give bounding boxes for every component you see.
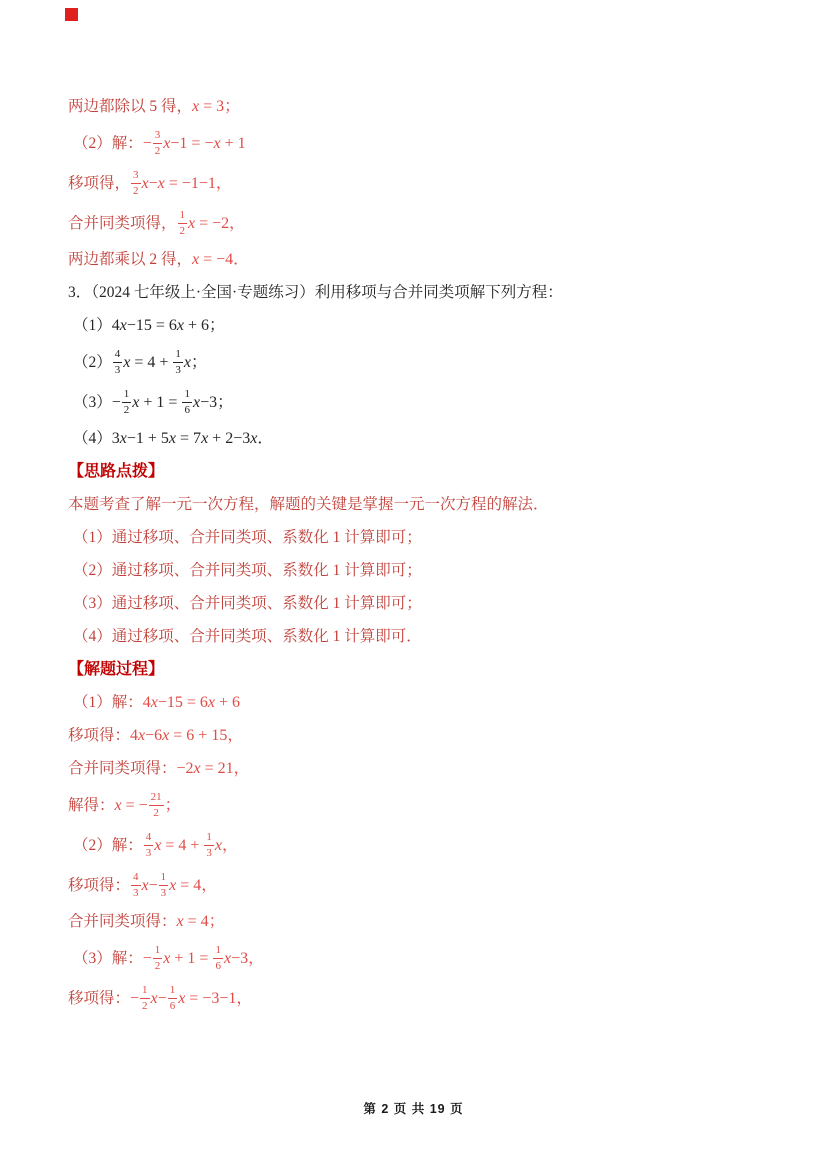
fraction: $\frac{4}{3}$: [114, 348, 121, 376]
fraction: $\frac{1}{3}$: [175, 348, 181, 376]
text-line: [68, 791, 768, 820]
text-line: [68, 593, 768, 615]
fraction: $\frac{1}{2}$: [123, 388, 130, 416]
text-line: [68, 871, 768, 900]
math-text: ；: [164, 796, 181, 814]
fraction: $\frac{1}{6}$: [184, 388, 190, 416]
text-line: [68, 692, 768, 714]
chinese-text: （1）解：: [73, 694, 143, 711]
math-text: x = −2，: [188, 214, 246, 232]
chinese-text: （1）通过移项、合并同类项、系数化 1 计算即可；: [73, 529, 422, 546]
chinese-text: 两边都除以 5 得，: [68, 98, 193, 115]
text-line: [68, 96, 768, 118]
text-line: [68, 129, 768, 158]
math-text: 3x−1 + 5x = 7x + 2−3x．: [111, 430, 274, 447]
fraction: $\frac{3}{2}$: [133, 169, 139, 197]
chinese-text: 移项得：: [68, 727, 131, 744]
text-line: [68, 944, 768, 973]
chinese-text: 合并同类项得，: [68, 214, 177, 232]
math-text: x−1 = −x + 1: [163, 134, 246, 152]
math-text: x−3；: [192, 393, 234, 411]
chinese-text: 两边都乘以 2 得，: [68, 251, 193, 268]
fraction: $\frac{1}{6}$: [215, 944, 221, 972]
fraction: $\frac{1}{3}$: [160, 871, 167, 899]
chinese-text: （2）通过移项、合并同类项、系数化 1 计算即可；: [73, 562, 422, 579]
math-text: x−x = −1−1，: [141, 174, 232, 192]
math-text: x−: [141, 876, 158, 894]
chinese-text: 合并同类项得：: [68, 913, 177, 930]
math-text: x + 1 =: [163, 949, 213, 967]
text-line: [68, 527, 768, 549]
chinese-text: （1）: [73, 317, 112, 334]
math-text: 4x−15 = 6x + 6: [142, 694, 241, 711]
math-text: x = 4，: [169, 876, 218, 894]
chinese-text: （2）解：: [73, 836, 143, 854]
page-footer: 第 2 页 共 19 页: [363, 1102, 464, 1116]
math-text: x = −: [114, 796, 148, 814]
chinese-text: 移项得，: [68, 174, 131, 192]
fraction: $\frac{1}{2}$: [142, 984, 148, 1012]
fraction: $\frac{4}{3}$: [145, 831, 152, 859]
text-line: [68, 725, 768, 747]
fraction: $\frac{1}{2}$: [154, 944, 161, 972]
fraction: $\frac{1}{6}$: [169, 984, 176, 1012]
math-text: x；: [183, 353, 208, 371]
text-line: [68, 984, 768, 1013]
text-line: [68, 560, 768, 582]
text-line: [68, 315, 768, 337]
chinese-text: 移项得：: [68, 989, 131, 1007]
text-line: [68, 209, 768, 238]
math-text: x = −4．: [192, 251, 250, 268]
chinese-text: 本题考查了解一元一次方程，解题的关键是掌握一元一次方程的解法．: [68, 496, 549, 513]
math-text: x−3，: [223, 949, 265, 967]
math-text: x = 4 +: [123, 353, 173, 371]
chinese-text: 移项得：: [68, 876, 131, 894]
math-text: x = 3；: [192, 98, 241, 115]
text-line: [68, 348, 768, 377]
math-text: −: [130, 989, 140, 1007]
text-line: [68, 626, 768, 648]
chinese-text: 解得：: [68, 796, 115, 814]
chinese-text: （3）解：: [73, 949, 143, 967]
math-text: −: [111, 393, 121, 411]
fraction: $\frac{21}{2}$: [150, 791, 162, 819]
math-text: x + 1 =: [132, 393, 182, 411]
chinese-text: （4）: [73, 430, 112, 447]
text-line: [68, 388, 768, 417]
chinese-text: （3）通过移项、合并同类项、系数化 1 计算即可；: [73, 595, 422, 612]
text-line: [68, 169, 768, 198]
fraction: $\frac{1}{2}$: [179, 209, 186, 237]
text-line: [68, 758, 768, 780]
math-text: 4x−15 = 6x + 6；: [111, 317, 226, 334]
text-line: [68, 831, 768, 860]
red-square-marker: [65, 8, 78, 21]
text-line: [68, 282, 768, 304]
chinese-text: （2）: [73, 353, 112, 371]
text-line: [68, 911, 768, 933]
math-text: x = 4 +: [154, 836, 204, 854]
chinese-text: （4）通过移项、合并同类项、系数化 1 计算即可．: [73, 628, 422, 645]
math-text: x = 4；: [176, 913, 225, 930]
fraction: $\frac{3}{2}$: [154, 129, 161, 157]
math-text: 4x−6x = 6 + 15，: [130, 727, 244, 744]
chinese-text: 合并同类项得：: [68, 760, 177, 777]
text-line: [68, 428, 768, 450]
text-line: [68, 249, 768, 271]
math-text: x−: [150, 989, 167, 1007]
math-text: −2x = 21，: [176, 760, 250, 777]
chinese-text: 3．（2024 七年级上·全国·专题练习）利用移项与合并同类项解下列方程：: [68, 284, 563, 301]
chinese-text: （2）解：: [73, 134, 143, 152]
section-heading: 【思路点拨】: [68, 463, 165, 480]
math-text: −: [142, 949, 152, 967]
math-text: x，: [214, 836, 239, 854]
math-text: −: [142, 134, 152, 152]
document-content: [68, 96, 768, 1024]
math-text: x = −3−1，: [178, 989, 253, 1007]
chinese-text: （3）: [73, 393, 112, 411]
fraction: $\frac{4}{3}$: [133, 871, 139, 899]
text-line: [68, 494, 768, 516]
fraction: $\frac{1}{3}$: [206, 831, 212, 859]
section-heading: 【解题过程】: [68, 661, 165, 678]
